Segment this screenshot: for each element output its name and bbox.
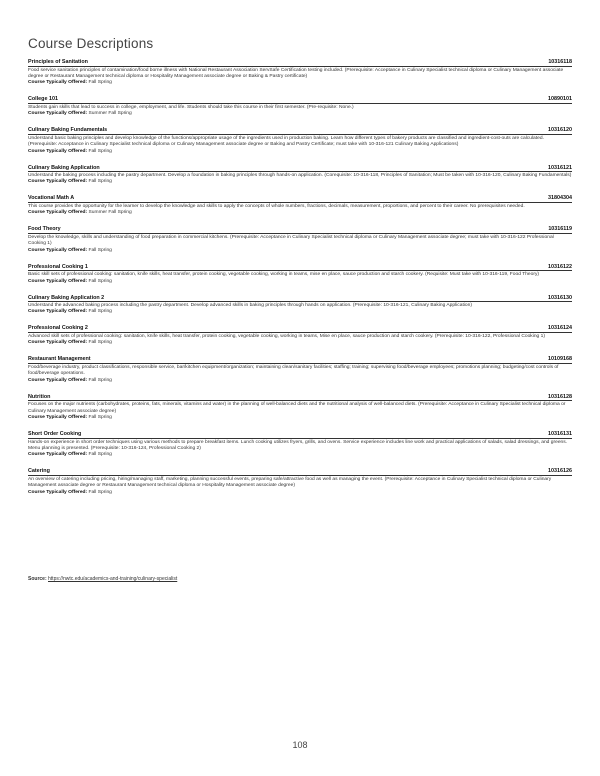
course-code: 10890101 [548, 96, 572, 103]
course-header [28, 325, 572, 333]
course-entry [28, 264, 572, 285]
offered-label: Course Typically Offered: [28, 309, 88, 315]
offered-label: Course Typically Offered: [28, 148, 88, 154]
offered-terms: Fall Spring [88, 247, 112, 253]
course-description: Understand the advanced baking process including the pastry department. Develop advanced skills in baking principles through hands on application. (Prerequisite: 10-316-121, Culinary Baking Application) [28, 303, 472, 309]
course-code: 10316126 [548, 468, 572, 475]
course-code: 10316121 [548, 164, 572, 171]
course-description: Understand the baking process including the pastry department. Develop a foundation in baking principles through hands-on application. (Corequisite: 10-316-118, Principles of Sanitation; Must be taken with 10-316-120, Culinary Baking Fundamentals) [28, 173, 572, 179]
course-offered [28, 378, 572, 384]
course-name: Culinary Baking Application [28, 164, 100, 171]
course-header [28, 295, 572, 303]
offered-label: Course Typically Offered: [28, 489, 88, 495]
document-page [28, 36, 572, 506]
offered-terms: Fall Spring [88, 340, 112, 346]
course-code: 10109168 [548, 356, 572, 363]
course-code: 10316119 [548, 226, 572, 233]
course-description: Food service sanitation principles of contamination/food borne illness with National Restaurant Association ServSafe Certification testing included. (Prerequisite: Acceptance in Culinary Specialist technical diploma or Culinary Management associate degree or Restaurant Management technical diploma or Hospitality Management associate degree or Baking & Pastry certificate) [28, 67, 564, 79]
source-line [28, 576, 177, 582]
course-entry [28, 127, 572, 155]
course-header [28, 394, 572, 402]
course-code: 10316122 [548, 263, 572, 270]
course-description: Hands-on experience in short order techniques using various methods to prepare breakfast items. Lunch cooking utilizes fryers, grills, and ovens. Service experience includes line work and practical applications of salads, salad dressings, and greens. Menu planning is presented. (Prerequisite: 10-316-124, Professional Cooking 2) [28, 439, 568, 451]
course-offered [28, 179, 572, 185]
course-offered [28, 248, 572, 254]
course-description: Basic skill sets of professional cooking: sanitation, knife skills, heat transfer, protein cooking, vegetable cooking, working in teams, mise en place, sauce production and starch cookery. (Requisite: Must take with 10-316-119, Food Theory) [28, 272, 540, 278]
course-list [28, 59, 572, 496]
course-offered [28, 80, 572, 86]
course-offered [28, 452, 572, 458]
course-entry [28, 295, 572, 316]
course-description: Understand basic baking principles and develop knowledge of the functions/appropriate usage of the ingredients used in production baking. Learn how different types of bakery products are classified and ingredient-cost-outs are calculated. (Prerequisite: Acceptance in Culinary Specialist technical diploma or Culinary Management associate degree or Baking and Pastry Certificate; must take with 10-316-121 Culinary Baking Applications) [28, 135, 544, 148]
offered-label: Course Typically Offered: [28, 415, 88, 420]
offered-label: Course Typically Offered: [28, 278, 88, 284]
offered-terms: Fall Spring [88, 179, 112, 185]
course-header [28, 96, 572, 104]
offered-terms: Summer Fall Spring [88, 210, 132, 216]
offered-label: Course Typically Offered: [28, 80, 88, 86]
course-name: Vocational Math A [28, 195, 75, 202]
course-description: Focuses on the major nutrients (carbohydrates, proteins, fats, minerals, vitamins and water) in the planning of well-balanced diets and the nutritional analysis of well-balanced diets. (Prerequisite: Acceptance in Culinary Specialist technical diploma or Culinary Management associate degree) [28, 402, 566, 414]
offered-label: Course Typically Offered: [28, 452, 88, 458]
course-code: 10316124 [548, 325, 572, 332]
course-description: Students gain skills that lead to success in college, employment, and life. Students should take this course in their first semester. (Pre-requisite: None.) [28, 104, 354, 110]
course-entry [28, 165, 572, 186]
offered-terms: Fall Spring [88, 415, 112, 420]
offered-label: Course Typically Offered: [28, 111, 88, 117]
course-header [28, 356, 572, 364]
offered-terms: Fall Spring [88, 80, 112, 86]
course-header [28, 195, 572, 203]
course-code: 10316120 [548, 127, 572, 134]
offered-label: Course Typically Offered: [28, 340, 88, 346]
course-description: Advanced skill sets of professional cooking: sanitation, knife skills, heat transfer, protein cooking, vegetable cooking, working in teams, Mise en place, sauce production and starch cookery. (Prerequisite: 10-316-122, Professional Cooking 1) [28, 333, 545, 339]
course-name: Restaurant Management [28, 356, 91, 363]
course-header [28, 468, 572, 476]
course-entry [28, 195, 572, 216]
course-code: 31804304 [548, 195, 572, 202]
course-entry [28, 96, 572, 117]
offered-terms: Summer Fall Spring [88, 111, 132, 117]
course-description: Develop the knowledge, skills and understanding of food preparation in commercial kitchens. (Prerequisite: Acceptance in Culinary Specialist technical diploma or Culinary Management associate degree; must take with 10-316-122 Professional Cooking 1) [28, 234, 554, 247]
course-entry [28, 226, 572, 254]
course-offered [28, 149, 572, 155]
course-header [28, 127, 572, 135]
offered-label: Course Typically Offered: [28, 210, 88, 216]
course-offered [28, 309, 572, 315]
offered-terms: Fall Spring [88, 309, 112, 315]
course-offered [28, 490, 572, 496]
course-name: Principles of Sanitation [28, 59, 88, 65]
course-offered [28, 210, 572, 216]
page-number: 108 [292, 740, 308, 750]
offered-terms: Fall Spring [88, 452, 112, 458]
course-entry [28, 431, 572, 459]
course-offered [28, 340, 572, 346]
course-header [28, 59, 572, 67]
course-name: Nutrition [28, 393, 51, 400]
course-name: Short Order Cooking [28, 431, 82, 437]
course-code: 10316118 [548, 59, 572, 65]
course-code: 10316130 [548, 294, 572, 301]
course-name: Culinary Baking Fundamentals [28, 127, 108, 134]
course-description: An overview of catering including pricing, hiring/managing staff, marketing, planning successful events, preparing safe/attractive food as well as managing the event. (Prerequisite: Acceptance in Culinary Specialist technical diploma or Culinary Management associate degree or Restaurant Management technical diploma or Hospitality Management associate degree) [28, 476, 552, 489]
course-entry [28, 356, 572, 384]
course-name: Professional Cooking 2 [28, 325, 88, 332]
course-name: Professional Cooking 1 [28, 263, 88, 270]
course-header [28, 431, 572, 439]
course-offered [28, 279, 572, 285]
course-entry [28, 325, 572, 346]
course-header [28, 226, 572, 234]
course-code: 10316128 [548, 393, 572, 400]
course-entry [28, 59, 572, 87]
offered-label: Course Typically Offered: [28, 247, 88, 253]
course-description: This course provides the opportunity for the learner to develop the knowledge and skills to apply the concepts of whole numbers, fractions, decimals, measurement, proportions, and percent to their career. No prerequisites needed. [28, 203, 525, 209]
course-name: Food Theory [28, 226, 61, 233]
page-title: Course Descriptions [28, 36, 154, 51]
course-entry [28, 468, 572, 496]
course-offered [28, 415, 572, 421]
offered-terms: Fall Spring [88, 278, 112, 284]
course-code: 10316131 [548, 431, 572, 437]
course-header [28, 165, 572, 173]
course-name: Culinary Baking Application 2 [28, 294, 105, 301]
course-name: Catering [28, 468, 50, 475]
offered-terms: Fall Spring [88, 489, 112, 495]
course-entry [28, 394, 572, 422]
course-description: Food/beverage industry, product classifications, responsible service, bar/kitchen equipment/organization; maintaining clean/sanitary facilities; staffing; training; supervising food/beverage employees; promotions planning; budgeting/cost controls of food/beverage operations. [28, 364, 559, 377]
source-link[interactable]: https://nwtc.edu/academics-and-training/culinary-specialist [48, 576, 178, 582]
offered-label: Course Typically Offered: [28, 377, 88, 383]
offered-label: Course Typically Offered: [28, 179, 88, 185]
course-header [28, 264, 572, 272]
offered-terms: Fall Spring [88, 377, 112, 383]
course-offered [28, 111, 572, 117]
source-label: Source: [28, 576, 47, 582]
course-name: College 101 [28, 96, 58, 103]
offered-terms: Fall Spring [88, 148, 112, 154]
